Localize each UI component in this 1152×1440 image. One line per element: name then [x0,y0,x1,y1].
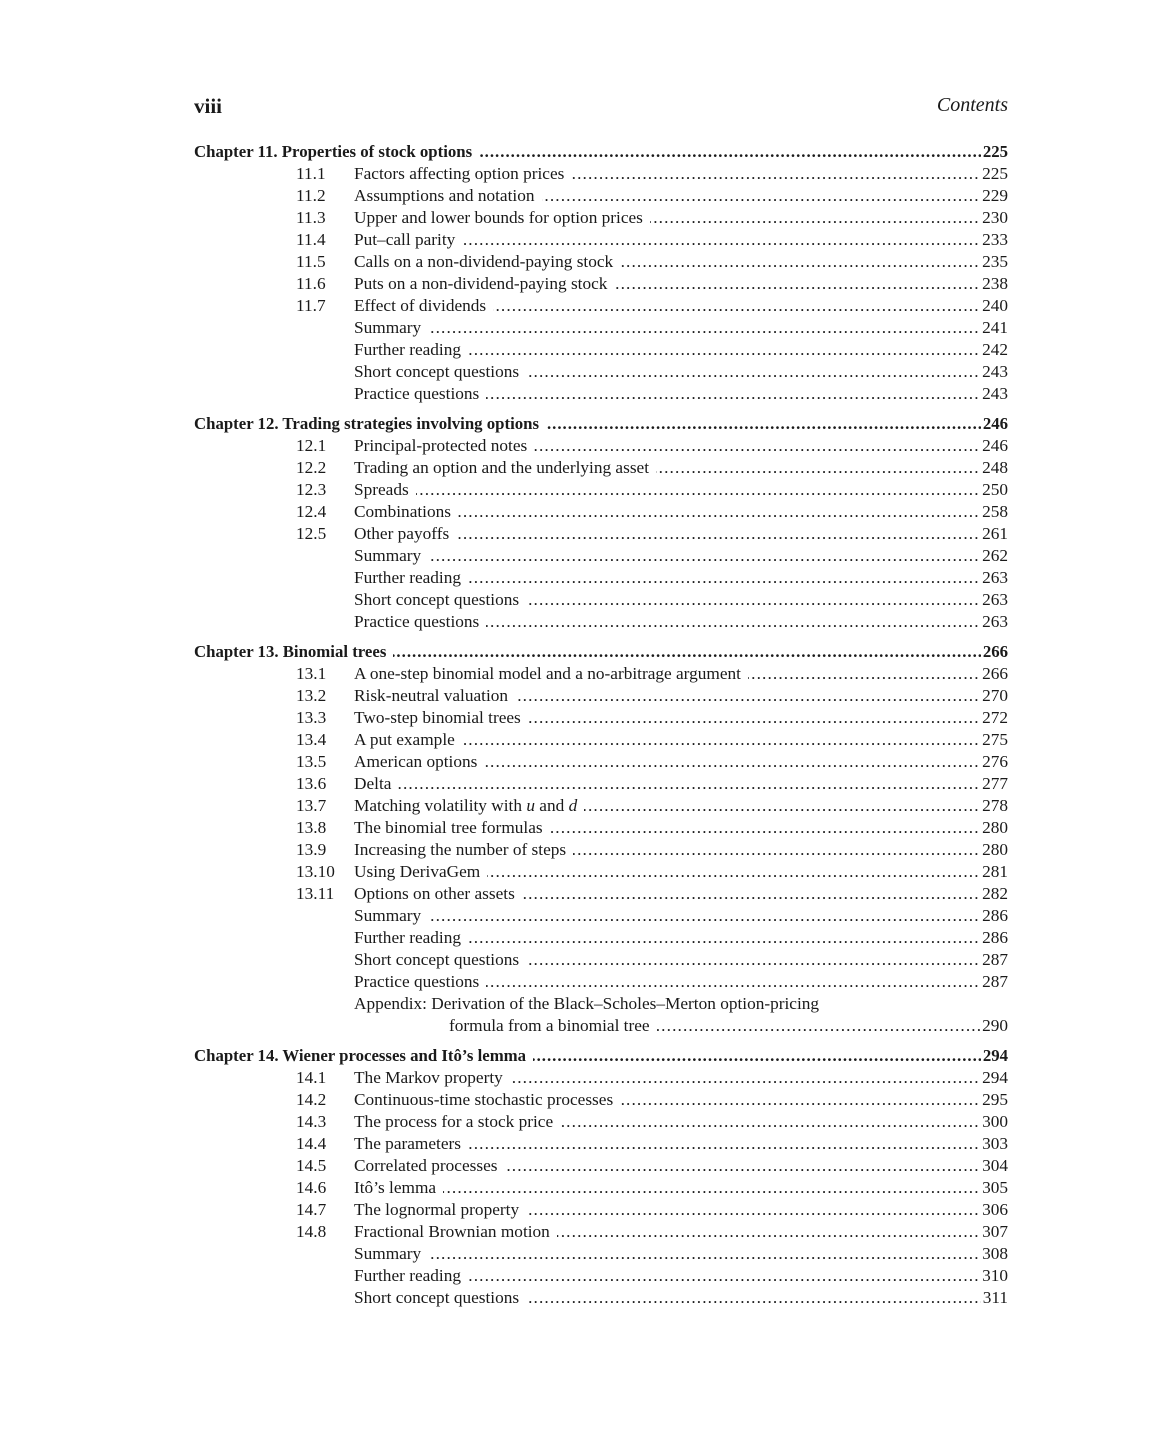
section-title: Principal-protected notes [354,436,534,455]
section-title: Short concept questions [354,950,526,969]
chapter-page-number: 225 [982,142,1008,161]
section-title: Correlated processes [354,1156,504,1175]
section-page-number: 225 [982,164,1008,183]
section-page-number: 276 [982,752,1008,771]
chapter-heading[interactable] [194,141,1008,163]
section-page-number: 243 [982,384,1008,403]
section-number: 11.1 [296,164,326,183]
section-page-number: 258 [982,502,1008,521]
toc-entry[interactable] [194,773,1008,795]
toc-entry[interactable] [194,927,1008,949]
section-title: Increasing the number of steps [354,840,573,859]
section-title: Practice questions [354,384,486,403]
section-page-number: 241 [982,318,1008,337]
section-page-number: 235 [982,252,1008,271]
section-page-number: 263 [982,590,1008,609]
section-number: 13.9 [296,840,327,859]
section-title: Combinations [354,502,458,521]
chapter-heading[interactable] [194,641,1008,663]
section-number: 11.2 [296,186,326,205]
toc-entry[interactable] [194,1155,1008,1177]
section-number: 14.3 [296,1112,327,1131]
toc-entry[interactable] [194,567,1008,589]
section-number: 13.5 [296,752,327,771]
section-page-number: 233 [982,230,1008,249]
section-title: Further reading [354,1266,468,1285]
section-title: Other payoffs [354,524,456,543]
section-title: The process for a stock price [354,1112,560,1131]
toc-entry[interactable] [194,663,1008,685]
section-title: Continuous-time stochastic processes [354,1090,620,1109]
section-page-number: 310 [982,1266,1008,1285]
toc-entry[interactable] [194,501,1008,523]
section-title: Itô’s lemma [354,1178,443,1197]
section-page-number: 281 [982,862,1008,881]
section-page-number: 248 [982,458,1008,477]
section-title: Put–call parity [354,230,462,249]
section-title: The parameters [354,1134,468,1153]
toc-entry[interactable] [194,685,1008,707]
section-title: Fractional Brownian motion [354,1222,557,1241]
toc-entry[interactable] [194,207,1008,229]
toc-entry[interactable] [194,1243,1008,1265]
section-title: Spreads [354,480,416,499]
section-title: Appendix: Derivation of the Black–Scholes–Merton option-pricing [354,994,826,1013]
section-page-number: 243 [982,362,1008,381]
toc-entry[interactable] [194,611,1008,633]
section-page-number: 303 [982,1134,1008,1153]
section-title: Summary [354,546,428,565]
section-title: Summary [354,1244,428,1263]
section-page-number: 262 [982,546,1008,565]
section-number: 11.7 [296,296,326,315]
toc-entry[interactable] [194,905,1008,927]
section-page-number: 290 [982,1016,1008,1035]
toc-entry[interactable] [194,163,1008,185]
section-page-number: 261 [982,524,1008,543]
section-title: Factors affecting option prices [354,164,571,183]
section-page-number: 287 [982,972,1008,991]
toc-entry[interactable] [194,361,1008,383]
section-page-number: 275 [982,730,1008,749]
chapter-title: Chapter 13. Binomial trees [194,642,393,661]
section-page-number: 305 [982,1178,1008,1197]
section-page-number: 272 [982,708,1008,727]
section-title: Further reading [354,340,468,359]
section-page-number: 278 [982,796,1008,815]
section-number: 13.8 [296,818,327,837]
section-title: Effect of dividends [354,296,493,315]
chapter-page-number: 246 [982,414,1008,433]
section-page-number: 304 [982,1156,1008,1175]
section-page-number: 270 [982,686,1008,705]
section-title: The Markov property [354,1068,510,1087]
section-title: Options on other assets [354,884,522,903]
section-number: 13.7 [296,796,327,815]
section-title: Matching volatility with u and d [354,796,584,815]
dot-leader [354,1177,1008,1199]
toc-entry[interactable] [194,251,1008,273]
section-page-number: 266 [982,664,1008,683]
section-page-number: 280 [982,818,1008,837]
section-page-number: 286 [982,906,1008,925]
toc-chapter [194,413,1008,633]
dot-leader [354,317,1008,339]
toc-entry[interactable] [194,795,1008,817]
section-title: Practice questions [354,612,486,631]
section-number: 14.1 [296,1068,327,1087]
section-title: Trading an option and the underlying asset [354,458,656,477]
chapter-title: Chapter 12. Trading strategies involving options [194,414,546,433]
section-number: 14.4 [296,1134,327,1153]
section-title: A put example [354,730,462,749]
toc-entry[interactable] [194,1265,1008,1287]
chapter-page-number: 266 [982,642,1008,661]
section-title: Puts on a non-dividend-paying stock [354,274,614,293]
section-page-number: 300 [982,1112,1008,1131]
toc-entry[interactable] [194,1067,1008,1089]
section-page-number: 306 [982,1200,1008,1219]
section-number: 13.3 [296,708,327,727]
section-title: formula from a binomial tree [449,1016,657,1035]
section-page-number: 287 [982,950,1008,969]
section-page-number: 280 [982,840,1008,859]
section-page-number: 282 [982,884,1008,903]
running-title: Contents [936,94,1008,116]
section-page-number: 286 [982,928,1008,947]
toc-entry[interactable] [194,339,1008,361]
section-page-number: 295 [982,1090,1008,1109]
section-number: 14.6 [296,1178,327,1197]
section-title: Summary [354,318,428,337]
section-title: Using DerivaGem [354,862,487,881]
section-number: 14.2 [296,1090,327,1109]
toc-entry[interactable] [194,457,1008,479]
section-title: Assumptions and notation [354,186,542,205]
toc-entry[interactable] [194,1177,1008,1199]
section-title: Summary [354,906,428,925]
toc-entry[interactable] [194,993,1008,1015]
section-number: 11.4 [296,230,326,249]
chapter-heading[interactable] [194,1045,1008,1067]
section-number: 11.5 [296,252,326,271]
section-number: 13.2 [296,686,327,705]
section-number: 12.2 [296,458,327,477]
section-title: Short concept questions [354,1288,526,1307]
toc-chapter [194,141,1008,405]
dot-leader [354,905,1008,927]
toc-entry[interactable] [194,883,1008,905]
section-number: 13.6 [296,774,327,793]
dot-leader [354,773,1008,795]
section-title: Short concept questions [354,590,526,609]
toc-entry[interactable] [194,589,1008,611]
section-title: Practice questions [354,972,486,991]
section-page-number: 240 [982,296,1008,315]
toc-entry[interactable] [194,707,1008,729]
toc-entry[interactable] [194,185,1008,207]
toc-entry[interactable] [194,229,1008,251]
toc-entry[interactable] [194,295,1008,317]
toc-entry[interactable] [194,817,1008,839]
section-number: 14.8 [296,1222,327,1241]
section-number: 13.4 [296,730,327,749]
toc-entry[interactable] [194,479,1008,501]
section-number: 12.4 [296,502,327,521]
section-page-number: 294 [982,1068,1008,1087]
section-title: Delta [354,774,398,793]
toc-entry[interactable] [194,839,1008,861]
section-page-number: 263 [982,568,1008,587]
toc-entry[interactable] [194,1111,1008,1133]
toc-entry[interactable] [194,1015,1008,1037]
chapter-heading[interactable] [194,413,1008,435]
section-page-number: 246 [982,436,1008,455]
section-title: Calls on a non-dividend-paying stock [354,252,620,271]
section-title: American options [354,752,484,771]
section-title: Risk-neutral valuation [354,686,515,705]
section-title: Further reading [354,928,468,947]
section-title: The lognormal property [354,1200,526,1219]
toc-entry[interactable] [194,383,1008,405]
toc-entry[interactable] [194,545,1008,567]
section-number: 13.1 [296,664,327,683]
section-title: Two-step binomial trees [354,708,528,727]
chapter-title: Chapter 11. Properties of stock options [194,142,479,161]
section-page-number: 307 [982,1222,1008,1241]
page-header [194,94,1008,122]
toc-entry[interactable] [194,971,1008,993]
section-page-number: 308 [982,1244,1008,1263]
section-page-number: 250 [982,480,1008,499]
chapter-page-number: 294 [982,1046,1008,1065]
toc-entry[interactable] [194,435,1008,457]
dot-leader [354,479,1008,501]
section-page-number: 229 [982,186,1008,205]
toc-entry[interactable] [194,1199,1008,1221]
section-number: 13.10 [296,862,335,881]
section-page-number: 311 [982,1288,1008,1307]
section-number: 12.3 [296,480,327,499]
toc-entry[interactable] [194,1133,1008,1155]
section-title: Short concept questions [354,362,526,381]
section-page-number: 277 [982,774,1008,793]
table-of-contents [194,141,1008,1317]
toc-entry[interactable] [194,317,1008,339]
toc-entry[interactable] [194,273,1008,295]
section-number: 13.11 [296,884,335,903]
toc-chapter [194,1045,1008,1309]
toc-chapter [194,641,1008,1037]
toc-entry[interactable] [194,523,1008,545]
page-number: viii [194,94,223,118]
chapter-title: Chapter 14. Wiener processes and Itô’s lemma [194,1046,533,1065]
section-title: Upper and lower bounds for option prices [354,208,650,227]
toc-entry[interactable] [194,751,1008,773]
section-number: 14.7 [296,1200,327,1219]
section-number: 12.1 [296,436,327,455]
section-number: 12.5 [296,524,327,543]
section-number: 11.6 [296,274,326,293]
toc-entry[interactable] [194,729,1008,751]
toc-entry[interactable] [194,949,1008,971]
section-title: Further reading [354,568,468,587]
toc-entry[interactable] [194,1221,1008,1243]
section-page-number: 242 [982,340,1008,359]
section-number: 14.5 [296,1156,327,1175]
section-title: The binomial tree formulas [354,818,550,837]
section-number: 11.3 [296,208,326,227]
section-page-number: 230 [982,208,1008,227]
dot-leader [354,1243,1008,1265]
toc-entry[interactable] [194,1287,1008,1309]
section-page-number: 238 [982,274,1008,293]
section-title: A one-step binomial model and a no-arbitrage argument [354,664,748,683]
toc-entry[interactable] [194,1089,1008,1111]
toc-entry[interactable] [194,861,1008,883]
section-page-number: 263 [982,612,1008,631]
dot-leader [354,545,1008,567]
